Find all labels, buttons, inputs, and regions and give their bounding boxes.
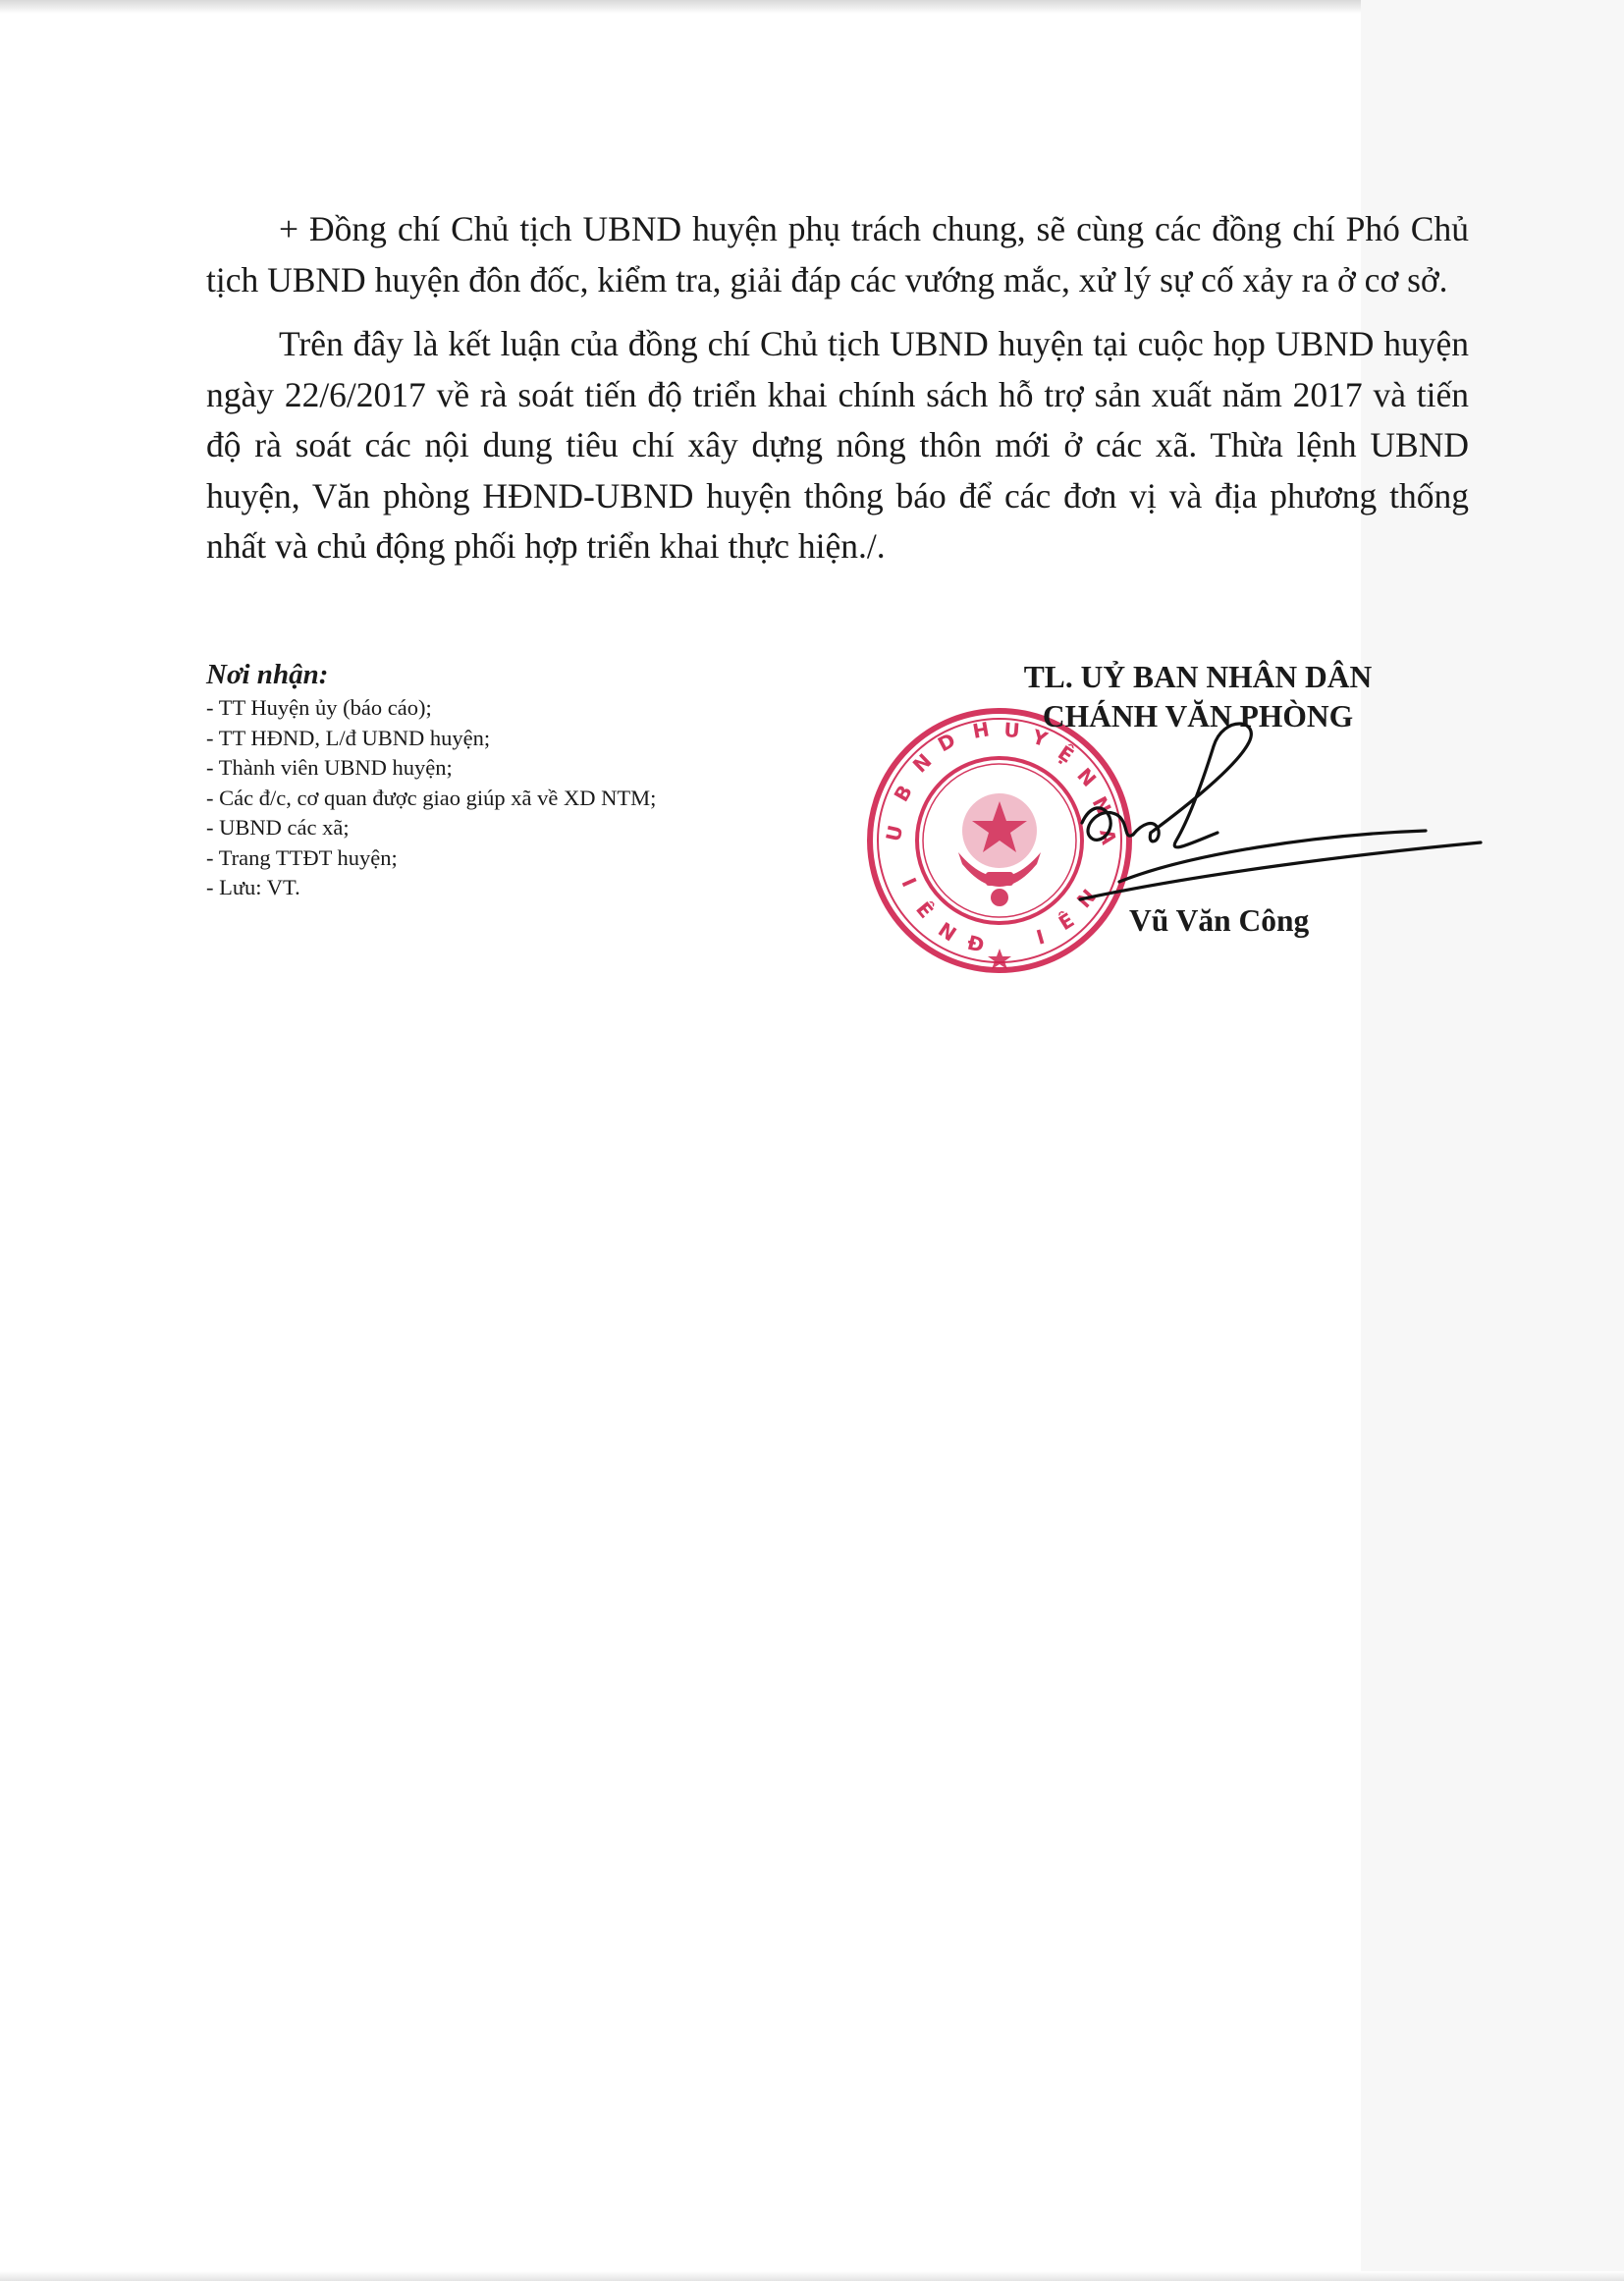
svg-text:D: D bbox=[934, 728, 960, 757]
scan-edge-bottom bbox=[0, 2271, 1624, 2281]
svg-text:N: N bbox=[1071, 884, 1101, 913]
svg-text:N: N bbox=[1087, 792, 1116, 819]
handwritten-signature bbox=[1021, 707, 1492, 933]
recipient-item: - TT HĐND, L/đ UBND huyện; bbox=[206, 725, 491, 750]
body-paragraph: Trên đây là kết luận của đồng chí Chủ tịch UBND huyện tại cuộc họp UBND huyện ngày 22/6/2017 về rà soát tiến độ triển khai chính sách hỗ trợ sản xuất năm 2017 và tiến độ rà soát các nội dung tiêu chí xây dựng nông thôn mới ở các xã. Thừa lệnh UBND huyện, Văn phòng HĐND-UBND huyện thông báo để các đơn vị và địa phương thống nhất và chủ động phối hợp triển khai thực hiện./. bbox=[206, 324, 1469, 566]
signer-name: Vũ Văn Công bbox=[1129, 903, 1310, 938]
svg-text:A: A bbox=[1095, 827, 1121, 847]
svg-text:B: B bbox=[889, 781, 917, 806]
recipient-item: - UBND các xã; bbox=[206, 815, 350, 840]
svg-text:N: N bbox=[1072, 763, 1102, 791]
signature-authority-line: TL. UỶ BAN NHÂN DÂN bbox=[1023, 660, 1373, 694]
svg-text:Y: Y bbox=[1029, 724, 1051, 752]
signature-position-line: CHÁNH VĂN PHÒNG bbox=[1042, 699, 1354, 733]
recipient-item: - TT Huyện ủy (báo cáo); bbox=[206, 695, 432, 720]
svg-text:I: I bbox=[896, 874, 922, 891]
recipient-item: - Lưu: VT. bbox=[206, 875, 300, 899]
svg-text:Đ: Đ bbox=[964, 930, 987, 957]
recipient-item: - Trang TTĐT huyện; bbox=[206, 844, 398, 870]
recipient-item: - Thành viên UBND huyện; bbox=[206, 755, 453, 780]
svg-text:H: H bbox=[970, 717, 992, 743]
recipients-list bbox=[206, 693, 815, 903]
document-body bbox=[206, 204, 1469, 586]
svg-text:U: U bbox=[881, 823, 908, 844]
body-paragraph: + Đồng chí Chủ tịch UBND huyện phụ trách chung, sẽ cùng các đồng chí Phó Chủ tịch UBND huyện đôn đốc, kiểm tra, giải đáp các vướng mắc, xử lý sự cố xảy ra ở cơ sở. bbox=[206, 209, 1469, 299]
svg-text:Ê: Ê bbox=[911, 896, 939, 923]
svg-text:I: I bbox=[1033, 924, 1048, 950]
svg-text:Ệ: Ệ bbox=[1054, 740, 1078, 768]
recipients-section bbox=[206, 658, 815, 903]
svg-text:Ê: Ê bbox=[1054, 907, 1079, 936]
svg-text:N: N bbox=[934, 917, 961, 947]
svg-text:U: U bbox=[1002, 718, 1021, 743]
svg-text:N: N bbox=[907, 748, 937, 778]
recipients-title: Nơi nhận: bbox=[206, 659, 329, 690]
recipient-item: - Các đ/c, cơ quan được giao giúp xã về XD NTM; bbox=[206, 785, 657, 810]
